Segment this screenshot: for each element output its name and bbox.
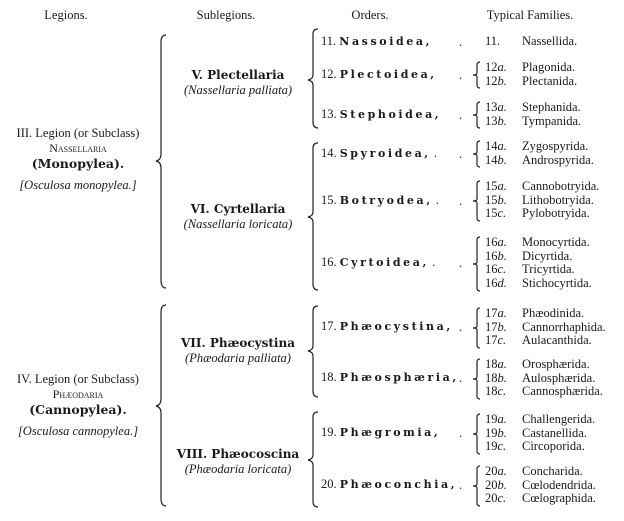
family-item: 13b. Tympanida. [485, 113, 582, 128]
sublegion-latin: (Phæodaria palliata) [185, 351, 291, 365]
family-item: 14b. Androspyrida. [485, 152, 594, 167]
family-brace-icon [472, 307, 482, 349]
order-name: Phægromia, [339, 426, 441, 439]
family-item: 17a. Phæodinida. [485, 306, 585, 320]
family-item: 12a. Plagonida. [485, 60, 576, 74]
header-legions: Legions. [44, 8, 88, 22]
legion-alt-name: (Monopylea). [31, 156, 125, 171]
family-group-18 [485, 358, 603, 399]
leader-dot: . [459, 147, 463, 161]
family-item: 13a. Stephanida. [485, 100, 581, 114]
legion-alt-name: (Cannopylea). [29, 402, 127, 417]
sublegion-name: VI. Cyrtellaria [190, 202, 286, 216]
legion-name: Nassellaria [49, 141, 107, 155]
family-group-17 [485, 307, 606, 348]
order-name: Spyroidea, [339, 147, 431, 160]
family-group-14 [485, 140, 594, 167]
order-name: Phæoconchia, [339, 478, 458, 491]
sublegion-latin: (Nassellaria palliata) [184, 83, 292, 97]
order-17: 17. Phæocystina, [321, 319, 453, 333]
leader-dot: . [459, 194, 463, 208]
family-brace-icon [472, 180, 482, 222]
family-item: 18a. Orosphærida. [485, 357, 590, 371]
family-item: 11. Nassellida. [485, 34, 578, 48]
family-item: 16a. Monocyrtida. [485, 235, 590, 249]
family-group-16 [485, 236, 592, 290]
family-brace-icon [472, 413, 482, 455]
order-14: 14. Spyroidea, . [321, 146, 437, 160]
order-20: 20. Phæoconchia, [321, 477, 458, 491]
leader-dot: . [459, 426, 463, 440]
family-item: 20c. Cœlographida. [485, 491, 596, 505]
family-group-19 [485, 413, 595, 454]
family-brace-icon [472, 358, 482, 400]
family-item: 19a. Challengerida. [485, 412, 596, 426]
order-18: 18. Phæosphæria, [321, 370, 459, 384]
family-item: 17c. Aulacanthida. [485, 333, 592, 347]
family-item: 20a. Concharida. [485, 464, 583, 478]
order-name: Cyrtoidea, [339, 256, 429, 269]
legion-iv [0, 372, 158, 439]
sublegion-name: VII. Phæocystina [181, 336, 295, 350]
order-name: Botryodea, [339, 194, 433, 207]
family-group-11 [485, 35, 577, 49]
sublegion-viii [163, 447, 313, 477]
family-item: 16b. Dicyrtida. [485, 248, 573, 263]
order-name: Phæocystina, [339, 320, 453, 333]
sublegion-v [163, 68, 313, 98]
header-sublegions: Sublegions. [196, 8, 256, 22]
header-typical-families: Typical Families. [486, 8, 574, 22]
order-name: Nassoidea, [339, 35, 433, 48]
header-orders: Orders. [351, 8, 389, 22]
family-item: 14a. Zygospyrida. [485, 139, 589, 153]
family-group-20 [485, 465, 596, 506]
family-brace-icon [472, 61, 482, 89]
sublegion-vi-brace-icon [306, 142, 320, 292]
family-item: 15c. Pylobotryida. [485, 206, 590, 220]
leader-dot: . [459, 35, 463, 49]
order-name: Phæosphæria, [339, 371, 459, 384]
family-item: 17b. Cannorrhaphida. [485, 319, 606, 334]
family-item: 18c. Cannosphærida. [485, 384, 603, 398]
family-group-15 [485, 180, 599, 221]
legion-title: III. Legion (or Subclass) [16, 126, 140, 140]
family-group-13 [485, 101, 581, 128]
family-brace-icon [472, 236, 482, 292]
sublegion-name: V. Plectellaria [191, 68, 285, 82]
order-16: 16. Cyrtoidea, . [321, 255, 436, 269]
family-brace-icon [472, 140, 482, 168]
family-item: 18b. Aulosphærida. [485, 370, 596, 385]
order-name: Plectoidea, [339, 68, 437, 81]
legion-name: Phæodaria [52, 387, 104, 401]
legion-synonym: [Osculosa monopylea.] [19, 178, 137, 192]
sublegion-latin: (Phæodaria loricata) [184, 462, 292, 476]
legion-title: IV. Legion (or Subclass) [17, 372, 139, 386]
sublegion-viii-brace-icon [306, 411, 320, 509]
family-group-12 [485, 61, 577, 88]
legion-synonym: [Osculosa cannopylea.] [17, 424, 139, 438]
family-item: 16d. Stichocyrtida. [485, 275, 592, 290]
family-item: 19c. Circoporida. [485, 439, 585, 453]
sublegion-vi [163, 202, 313, 232]
sublegion-vii-brace-icon [306, 305, 320, 399]
family-item: 12b. Plectanida. [485, 73, 578, 88]
leader-dot: . [459, 68, 463, 82]
leader-dot: . [459, 108, 463, 122]
family-item: 20b. Cœlodendrida. [485, 477, 596, 492]
sublegion-name: VIII. Phæocoscina [176, 447, 300, 461]
sublegion-latin: (Nassellaria loricata) [183, 217, 293, 231]
leader-dot: . [459, 478, 463, 492]
order-12: 12. Plectoidea, [321, 67, 437, 81]
family-item: 16c. Tricyrtida. [485, 262, 575, 276]
order-13: 13. Stephoidea, [321, 107, 442, 121]
sublegion-vii [163, 336, 313, 366]
family-item: 19b. Castanellida. [485, 425, 587, 440]
family-brace-icon [472, 465, 482, 507]
order-19: 19. Phægromia, [321, 425, 441, 439]
order-15: 15. Botryodea, . [321, 193, 439, 207]
sublegion-v-brace-icon [306, 28, 320, 130]
order-name: Stephoidea, [339, 108, 442, 121]
order-11: 11. Nassoidea, [321, 34, 433, 48]
leader-dot: . [459, 371, 463, 385]
legion-iv-brace-icon [154, 304, 168, 508]
leader-dot: . [459, 320, 463, 334]
leader-dot: . [459, 256, 463, 270]
family-item: 15a. Cannobotryida. [485, 179, 600, 193]
family-brace-icon [472, 101, 482, 129]
legion-iii [0, 126, 158, 193]
family-item: 15b. Lithobotryida. [485, 192, 594, 207]
